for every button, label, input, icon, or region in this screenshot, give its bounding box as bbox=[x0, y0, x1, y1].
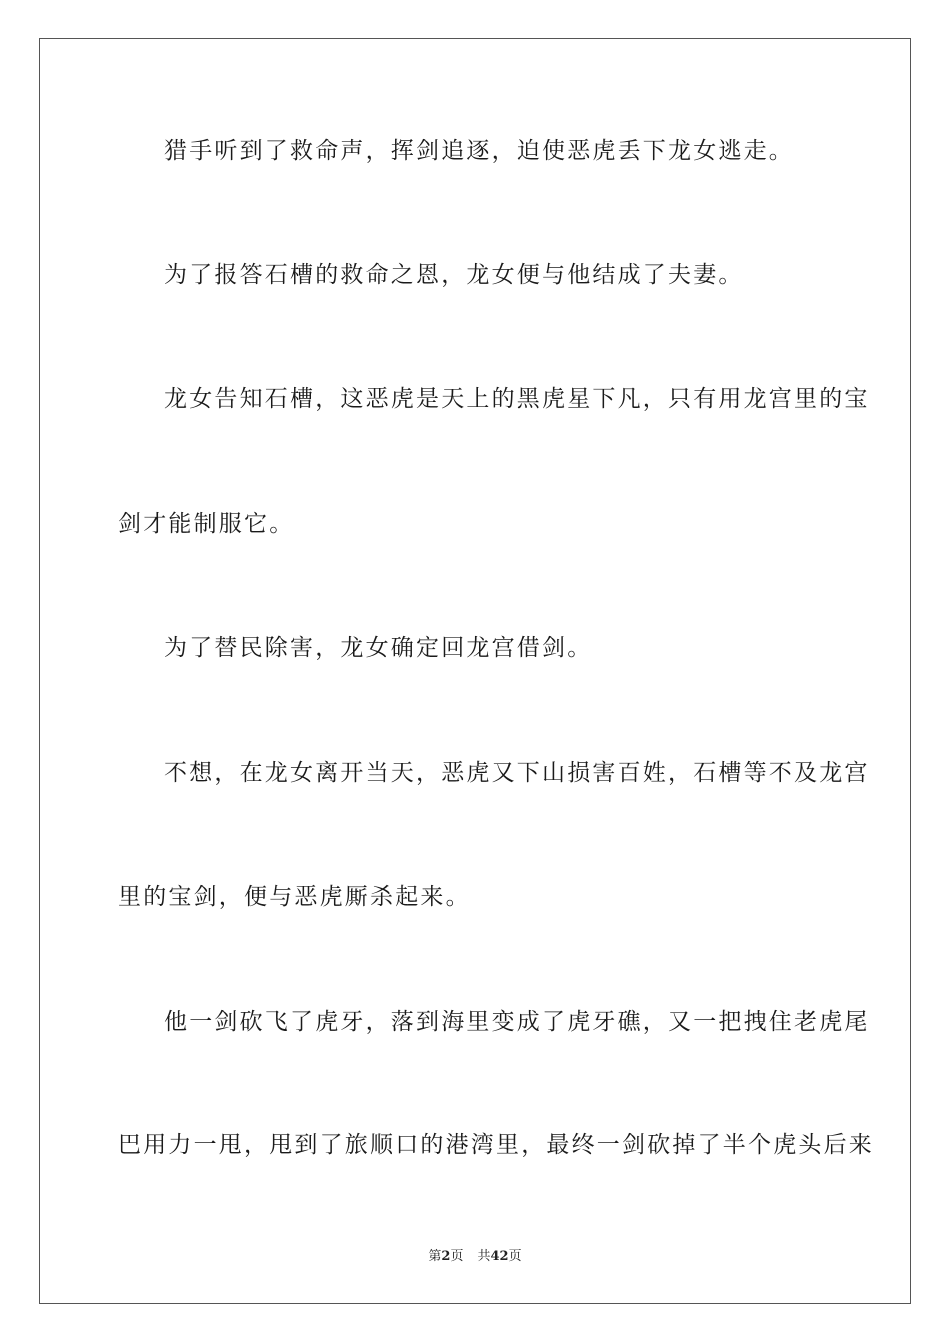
total-suffix: 页 bbox=[508, 1249, 522, 1264]
page-footer bbox=[0, 1249, 950, 1265]
page-suffix: 页 bbox=[450, 1249, 464, 1264]
total-pages: 42 bbox=[490, 1249, 509, 1264]
paragraph-line-9: 巴用力一甩，甩到了旅顺口的港湾里，最终一剑砍掉了半个虎头后来 bbox=[118, 1132, 874, 1158]
paragraph-line-8: 他一剑砍飞了虎牙，落到海里变成了虎牙礁，又一把拽住老虎尾 bbox=[164, 1009, 870, 1035]
paragraph-line-4: 剑才能制服它。 bbox=[118, 511, 295, 537]
total-prefix: 共 bbox=[477, 1249, 491, 1264]
paragraph-line-3: 龙女告知石槽，这恶虎是天上的黑虎星下凡，只有用龙宫里的宝 bbox=[164, 386, 870, 412]
paragraph-line-5: 为了替民除害，龙女确定回龙宫借剑。 bbox=[164, 635, 593, 661]
page-prefix: 第 bbox=[428, 1249, 442, 1264]
page-number: 2 bbox=[441, 1249, 451, 1264]
paragraph-line-2: 为了报答石槽的救命之恩，龙女便与他结成了夫妻。 bbox=[164, 262, 744, 288]
paragraph-line-1: 猎手听到了救命声，挥剑追逐，迫使恶虎丢下龙女逃走。 bbox=[164, 138, 794, 164]
page-border bbox=[39, 38, 911, 1304]
paragraph-line-7: 里的宝剑，便与恶虎厮杀起来。 bbox=[118, 884, 471, 910]
paragraph-line-6: 不想，在龙女离开当天，恶虎又下山损害百姓，石槽等不及龙宫 bbox=[164, 760, 870, 786]
